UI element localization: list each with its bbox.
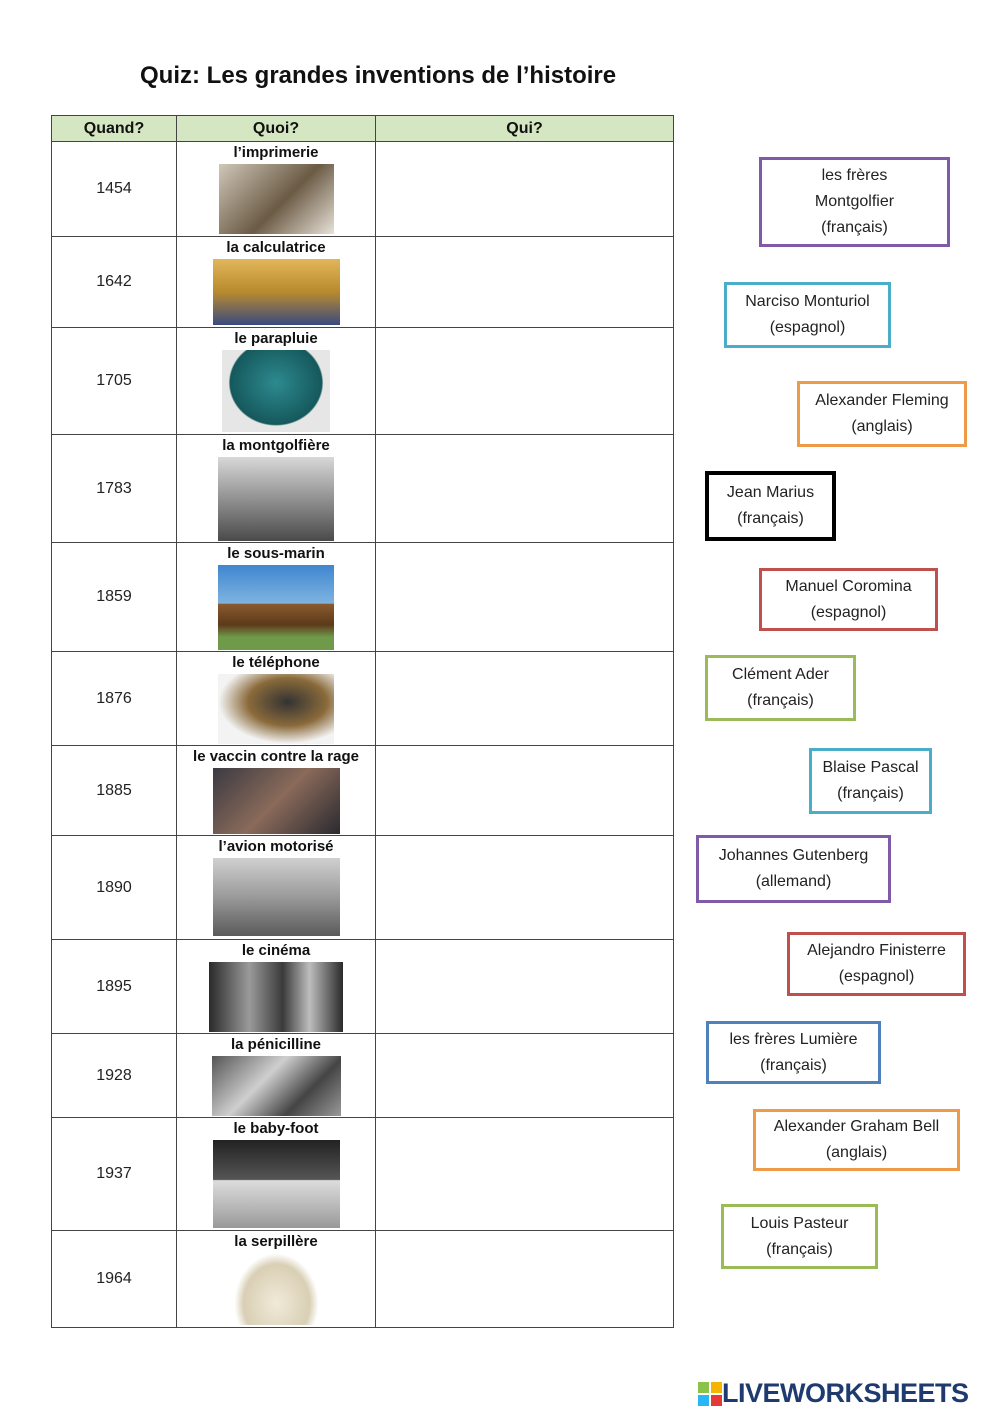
- answer-card-text: Alexander Graham Bell (anglais): [773, 1118, 940, 1161]
- answer-drop-cell[interactable]: [376, 237, 674, 328]
- answer-card-text: les frères Lumière (français): [729, 1030, 858, 1074]
- year-cell: 1454: [52, 142, 177, 237]
- answer-drop-cell[interactable]: [376, 435, 674, 543]
- invention-image: [234, 1253, 319, 1325]
- answer-card[interactable]: [724, 282, 891, 348]
- answer-card-text: Narciso Monturiol (espagnol): [745, 293, 870, 336]
- year-cell: 1964: [52, 1231, 177, 1328]
- answer-drop-cell[interactable]: [376, 940, 674, 1034]
- invention-image: [218, 674, 334, 744]
- invention-cell: [177, 1034, 376, 1118]
- answer-card[interactable]: [706, 1021, 881, 1084]
- answer-card[interactable]: [797, 381, 967, 447]
- invention-cell: [177, 237, 376, 328]
- answer-card-text: Johannes Gutenberg (allemand): [718, 847, 869, 890]
- invention-cell: [177, 652, 376, 746]
- answer-card-text: Alejandro Finisterre (espagnol): [807, 942, 946, 985]
- table-row: [52, 652, 674, 746]
- answer-card-text: Clément Ader (français): [732, 666, 829, 709]
- table-row: [52, 1231, 674, 1328]
- answer-card[interactable]: [759, 568, 938, 631]
- answer-card[interactable]: [787, 932, 966, 996]
- invention-cell: [177, 142, 376, 237]
- answer-card-text: Jean Marius (français): [726, 484, 815, 527]
- answer-card-text: Blaise Pascal (français): [822, 759, 919, 802]
- year-cell: 1895: [52, 940, 177, 1034]
- table-row: [52, 746, 674, 836]
- invention-cell: [177, 940, 376, 1034]
- answer-card-text: Manuel Coromina (espagnol): [785, 577, 912, 621]
- answer-card[interactable]: [721, 1204, 878, 1269]
- table-row: [52, 836, 674, 940]
- invention-label: le téléphone: [232, 654, 320, 671]
- year-cell: 1876: [52, 652, 177, 746]
- answer-drop-cell[interactable]: [376, 543, 674, 652]
- answer-card[interactable]: [705, 471, 836, 541]
- header-who: Qui?: [376, 116, 674, 142]
- invention-image: [212, 1056, 341, 1116]
- answer-drop-cell[interactable]: [376, 836, 674, 940]
- invention-label: la pénicilline: [230, 1036, 322, 1053]
- table-row: [52, 543, 674, 652]
- invention-label: le vaccin contre la rage: [193, 748, 359, 765]
- year-cell: 1928: [52, 1034, 177, 1118]
- year-cell: 1705: [52, 328, 177, 435]
- invention-image: [213, 768, 340, 834]
- invention-image: [222, 350, 330, 432]
- invention-cell: [177, 435, 376, 543]
- invention-image: [219, 164, 334, 234]
- header-when: Quand?: [52, 116, 177, 142]
- invention-image: [218, 565, 334, 650]
- invention-label: la serpillère: [234, 1233, 318, 1250]
- invention-label: la montgolfière: [222, 437, 330, 454]
- answer-card-text: Alexander Fleming (anglais): [815, 392, 949, 435]
- answer-drop-cell[interactable]: [376, 328, 674, 435]
- invention-cell: [177, 1118, 376, 1231]
- invention-label: le sous-marin: [227, 545, 325, 562]
- answer-drop-cell[interactable]: [376, 1034, 674, 1118]
- invention-label: l’avion motorisé: [218, 838, 334, 855]
- answer-card[interactable]: [759, 157, 950, 247]
- table-row: [52, 328, 674, 435]
- invention-label: l’imprimerie: [233, 144, 319, 161]
- invention-cell: [177, 543, 376, 652]
- invention-image: [209, 962, 343, 1032]
- invention-image: [213, 1140, 340, 1228]
- table-row: [52, 435, 674, 543]
- invention-image: [218, 457, 334, 541]
- answer-card-text: Louis Pasteur (français): [750, 1214, 849, 1258]
- logo-text: LIVEWORKSHEETS: [722, 1378, 969, 1408]
- liveworksheets-logo: [698, 1378, 969, 1409]
- table-row: [52, 142, 674, 237]
- answer-card[interactable]: [696, 835, 891, 903]
- invention-image: [213, 259, 340, 325]
- page-title: Quiz: Les grandes inventions de l’histoire: [140, 62, 617, 89]
- year-cell: 1885: [52, 746, 177, 836]
- invention-cell: [177, 328, 376, 435]
- table-header-row: [52, 116, 674, 142]
- answer-drop-cell[interactable]: [376, 746, 674, 836]
- year-cell: 1937: [52, 1118, 177, 1231]
- header-what: Quoi?: [177, 116, 376, 142]
- invention-cell: [177, 1231, 376, 1328]
- table-row: [52, 1118, 674, 1231]
- answer-card[interactable]: [809, 748, 932, 814]
- invention-image: [213, 858, 340, 936]
- year-cell: 1642: [52, 237, 177, 328]
- answer-drop-cell[interactable]: [376, 142, 674, 237]
- answer-card-text: les frères Montgolfier (français): [814, 167, 895, 236]
- invention-label: le cinéma: [241, 942, 311, 959]
- table-row: [52, 1034, 674, 1118]
- inventions-table: [51, 115, 674, 1328]
- table-row: [52, 237, 674, 328]
- table-row: [52, 940, 674, 1034]
- invention-label: la calculatrice: [226, 239, 326, 256]
- answer-drop-cell[interactable]: [376, 1231, 674, 1328]
- answer-drop-cell[interactable]: [376, 1118, 674, 1231]
- answer-drop-cell[interactable]: [376, 652, 674, 746]
- invention-label: le parapluie: [234, 330, 318, 347]
- logo-grid-icon: [698, 1382, 722, 1406]
- invention-label: le baby-foot: [233, 1120, 319, 1137]
- invention-cell: [177, 746, 376, 836]
- invention-cell: [177, 836, 376, 940]
- answer-card[interactable]: [705, 655, 856, 721]
- answer-card[interactable]: [753, 1109, 960, 1171]
- year-cell: 1890: [52, 836, 177, 940]
- year-cell: 1783: [52, 435, 177, 543]
- year-cell: 1859: [52, 543, 177, 652]
